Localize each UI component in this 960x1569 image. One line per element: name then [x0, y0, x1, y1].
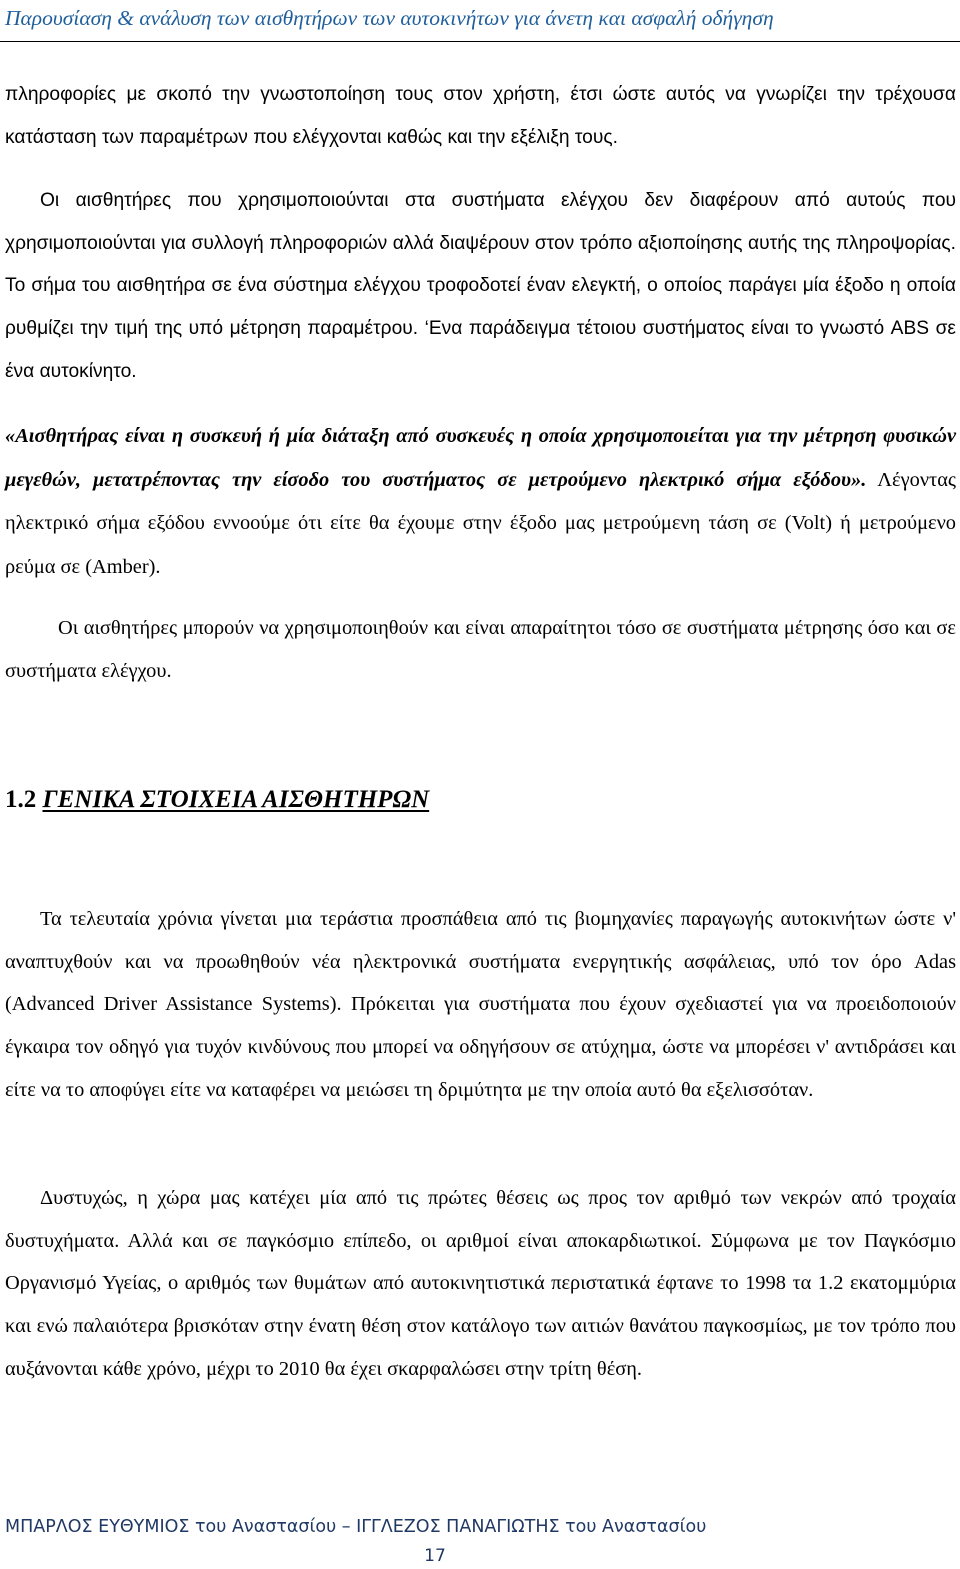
- paragraph-sensor-definition: [5, 415, 956, 590]
- section-title: ΓΕΝΙΚΑ ΣΤΟΙΧΕΙΑ ΑΙΣΘΗΤΗΡΩΝ: [42, 786, 430, 813]
- adas-intro: Τα τελευταία χρόνια γίνεται μια τεράστια προσπάθεια από τις βιομηχανίες παραγωγής αυτοκινήτων ώστε ν' αναπτυχθούν και να προωθηθούν νέα ηλεκτρονικά συστήματα ενεργητικής ασφάλειας, υπό τον όρο Adas (Advanced Driver Assistance Systems).: [5, 908, 956, 1016]
- sensor-definition-quote: «Αισθητήρας είναι η συσκευή ή μία διάταξη από συσκευές η οποία χρησιμοποιείται για την μέτρηση φυσικών μεγεθών, μετατρέποντας την είσοδο του συστήματος σε μετρούμενο ηλεκτρικό σήμα εξόδου».: [5, 425, 956, 491]
- running-header: Παρουσίαση & ανάλυση των αισθητήρων των αυτοκινήτων για άνετη και ασφαλή οδήγηση: [5, 6, 774, 30]
- footer-authors: ΜΠΑΡΛΟΣ ΕΥΘΥΜΙΟΣ του Αναστασίου – ΙΓΓΛΕΖΟΣ ΠΑΝΑΓΙΩΤΗΣ του Αναστασίου: [5, 1517, 707, 1537]
- page-number: 17: [424, 1546, 446, 1566]
- header-divider: [0, 41, 960, 42]
- sensor-definition-explanation: Λέγοντας ηλεκτρικό σήμα εξόδου εννοούμε ότι είτε θα έχουμε στην έξοδο μας μετρούμενη τάση σε (Volt) ή μετρούμενο ρεύμα σε (Amber).: [5, 468, 956, 579]
- paragraph-continuation: πληροφορίες με σκοπό την γνωστοποίηση τους στον χρήστη, έτσι ώστε αυτός να γνωρίζει την τρέχουσα κατάσταση των παραμέτρων που ελέγχονται καθώς και την εξέλιξη τους.: [5, 84, 956, 148]
- paragraph-sensor-usage: Οι αισθητήρες μπορούν να χρησιμοποιηθούν και είναι απαραίτητοι τόσο σε συστήματα μέτρησης όσο και σε συστήματα ελέγχου.: [5, 617, 956, 682]
- accidents-statistics: Αλλά και σε παγκόσμιο επίπεδο, οι αριθμοί είναι αποκαρδιωτικοί. Σύμφωνα με τον Παγκόσμιο Οργανισμό Υγείας, ο αριθμός των θυμάτων από αυτοκινητιστικά περιστατικά έφτανε το 1998 τα 1.2 εκατομμύρια και ενώ παλαιότερα βρισκόταν στην ένατη θέση στον κατάλογο των αιτιών θανάτου παγκοσμίως, με τον τρόπο που αυξάνονται κάθε χρόνο, μέχρι το 2010 θα έχει σκαρφαλώσει στην τρίτη θέση.: [5, 1229, 956, 1380]
- paragraph-control-systems: Οι αισθητήρες που χρησιμοποιούνται στα συστήματα ελέγχου δεν διαφέρουν από αυτούς που χρησιμοποιούνται για συλλογή πληροφοριών αλλά διαψέρουν στον τρόπο αξιοποίησης αυτής της πληροψορίας. Το σήμα του αισθητήρα σε ένα σύστημα ελέγχου τροφοδοτεί έναν ελεγκτή, ο οποίος παράγει μία έξοδο η οποία ρυθμίζει την τιμή της υπό μέτρηση παραμέτρου. ‘Ενα παράδειγμα τέτοιου συστήματος είναι το γνωστό ABS σε ένα αυτοκίνητο.: [5, 190, 956, 382]
- accidents-intro: Δυστυχώς, η χώρα μας κατέχει μία από τις πρώτες θέσεις ως προς τον αριθμό των νεκρών από τροχαία δυστυχήματα.: [5, 1187, 956, 1252]
- paragraph-road-accidents: [5, 1177, 956, 1391]
- section-heading: [5, 780, 429, 820]
- section-number: 1.2: [5, 786, 37, 813]
- paragraph-adas: [5, 898, 956, 1112]
- adas-description: Πρόκειται για συστήματα που έχουν σχεδιαστεί για να προειδοποιούν έγκαιρα τον οδηγό για τυχόν κινδύνους που μπορεί να οδηγήσουν σε ατύχημα, ώστε να μπορέσει ν' αντιδράσει και είτε να το αποφύγει είτε να καταφέρει να μειώσει τη δριμύτητα με την οποία αυτό θα εξελισσόταν.: [5, 993, 956, 1101]
